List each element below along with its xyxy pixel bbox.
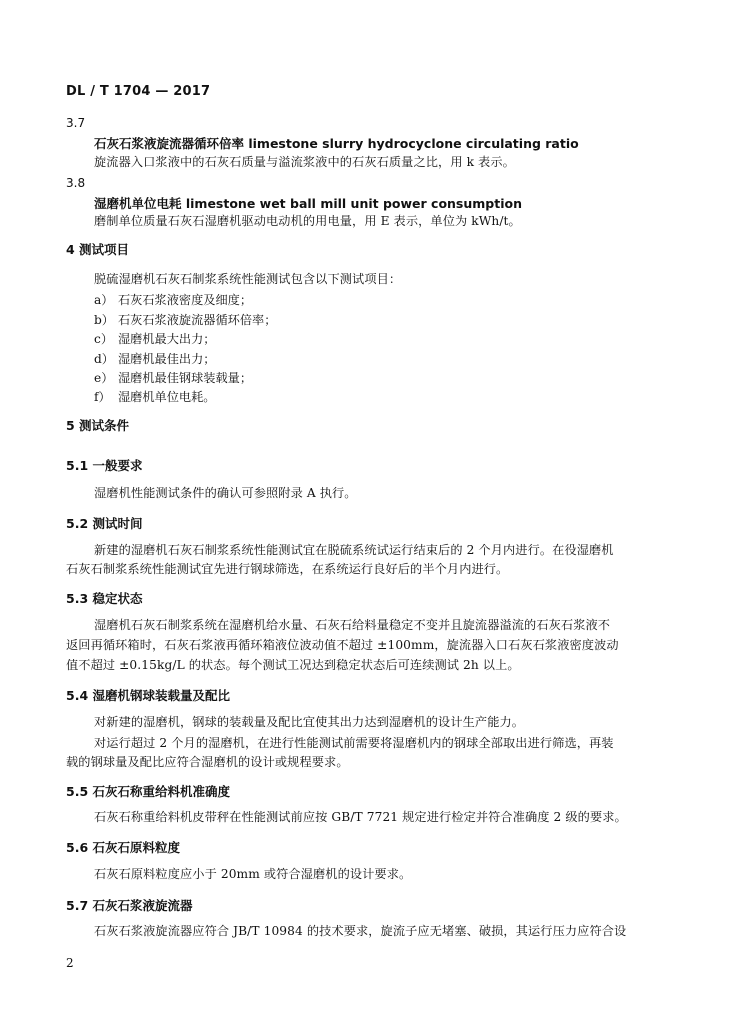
section-5-4-heading: 5.4 湿磨机钢球装载量及配比 xyxy=(66,688,230,703)
clause-3-8-definition: 磨制单位质量石灰石湿磨机驱动电动机的用电量，用 E 表示，单位为 kWh/t。 xyxy=(94,214,521,228)
section-5-7-heading: 5.7 石灰石浆液旋流器 xyxy=(66,898,193,913)
clause-3-7-number: 3.7 xyxy=(66,116,86,130)
section-5-5-text: 石灰石称重给料机皮带秤在性能测试前应按 GB/T 7721 规定进行检定并符合准确度 2 级的要求。 xyxy=(94,810,627,824)
section-5-4-para-2-line-1: 对运行超过 2 个月的湿磨机，在进行性能测试前需要将湿磨机内的钢球全部取出进行筛选，再装 xyxy=(94,736,614,750)
list-item-text: 湿磨机最佳钢球装载量； xyxy=(118,371,253,385)
section-5-2-line-1: 新建的湿磨机石灰石制浆系统性能测试宜在脱硫系统试运行结束后的 2 个月内进行。在役湿磨机 xyxy=(94,543,614,557)
section-5-5-heading: 5.5 石灰石称重给料机准确度 xyxy=(66,784,230,799)
list-item-label: d） xyxy=(94,352,114,366)
list-item xyxy=(94,369,252,386)
list-item-label: f） xyxy=(94,390,111,404)
clause-3-8-number: 3.8 xyxy=(66,176,86,190)
section-5-3-heading: 5.3 稳定状态 xyxy=(66,591,143,606)
list-item-label: b） xyxy=(94,313,114,327)
section-5-1-text: 湿磨机性能测试条件的确认可参照附录 A 执行。 xyxy=(94,486,357,500)
section-5-1-heading: 5.1 一般要求 xyxy=(66,458,143,473)
list-item-label: a） xyxy=(94,293,114,307)
list-item-label: c） xyxy=(94,332,114,346)
list-item-text: 湿磨机最佳出力； xyxy=(118,352,216,366)
section-5-4-para-2-line-2: 载的钢球量及配比应符合湿磨机的设计或规程要求。 xyxy=(66,755,349,769)
standard-id: DL / T 1704 — 2017 xyxy=(66,84,211,99)
list-item xyxy=(94,388,216,405)
section-5-3-line-3: 值不超过 ±0.15kg/L 的状态。每个测试工况达到稳定状态后可连续测试 2h 以上。 xyxy=(66,658,520,672)
section-5-2-line-2: 石灰石制浆系统性能测试宜先进行钢球筛选，在系统运行良好后的半个月内进行。 xyxy=(66,562,509,576)
list-item xyxy=(94,350,216,367)
section-5-7-text: 石灰石浆液旋流器应符合 JB/T 10984 的技术要求，旋流子应无堵塞、破损，其运行压力应符合设 xyxy=(94,924,627,938)
section-5-3-line-1: 湿磨机石灰石制浆系统在湿磨机给水量、石灰石给料量稳定不变并且旋流器溢流的石灰石浆液不 xyxy=(94,618,611,632)
section-5-heading: 5 测试条件 xyxy=(66,418,130,433)
section-4-intro: 脱硫湿磨机石灰石制浆系统性能测试包含以下测试项目： xyxy=(94,272,402,286)
list-item xyxy=(94,311,276,328)
list-item-label: e） xyxy=(94,371,114,385)
list-item-text: 湿磨机最大出力； xyxy=(118,332,216,346)
section-4-heading: 4 测试项目 xyxy=(66,242,130,257)
list-item-text: 石灰石浆液旋流器循环倍率； xyxy=(118,313,277,327)
list-item-text: 湿磨机单位电耗。 xyxy=(118,390,216,404)
clause-3-8-term: 湿磨机单位电耗 limestone wet ball mill unit power consumption xyxy=(94,196,522,211)
section-5-6-text: 石灰石原料粒度应小于 20mm 或符合湿磨机的设计要求。 xyxy=(94,867,412,881)
clause-3-7-definition: 旋流器入口浆液中的石灰石质量与溢流浆液中的石灰石质量之比，用 k 表示。 xyxy=(94,155,515,169)
section-5-6-heading: 5.6 石灰石原料粒度 xyxy=(66,840,180,855)
section-5-4-para-1: 对新建的湿磨机，钢球的装载量及配比宜使其出力达到湿磨机的设计生产能力。 xyxy=(94,715,525,729)
section-5-2-heading: 5.2 测试时间 xyxy=(66,516,143,531)
list-item xyxy=(94,291,252,308)
clause-3-7-term: 石灰石浆液旋流器循环倍率 limestone slurry hydrocyclone circulating ratio xyxy=(94,136,579,151)
list-item-text: 石灰石浆液密度及细度； xyxy=(118,293,253,307)
list-item xyxy=(94,330,216,347)
section-5-3-line-2: 返回再循环箱时，石灰石浆液再循环箱液位波动值不超过 ±100mm，旋流器入口石灰石浆液密度波动 xyxy=(66,638,619,652)
page-number: 2 xyxy=(66,956,74,970)
